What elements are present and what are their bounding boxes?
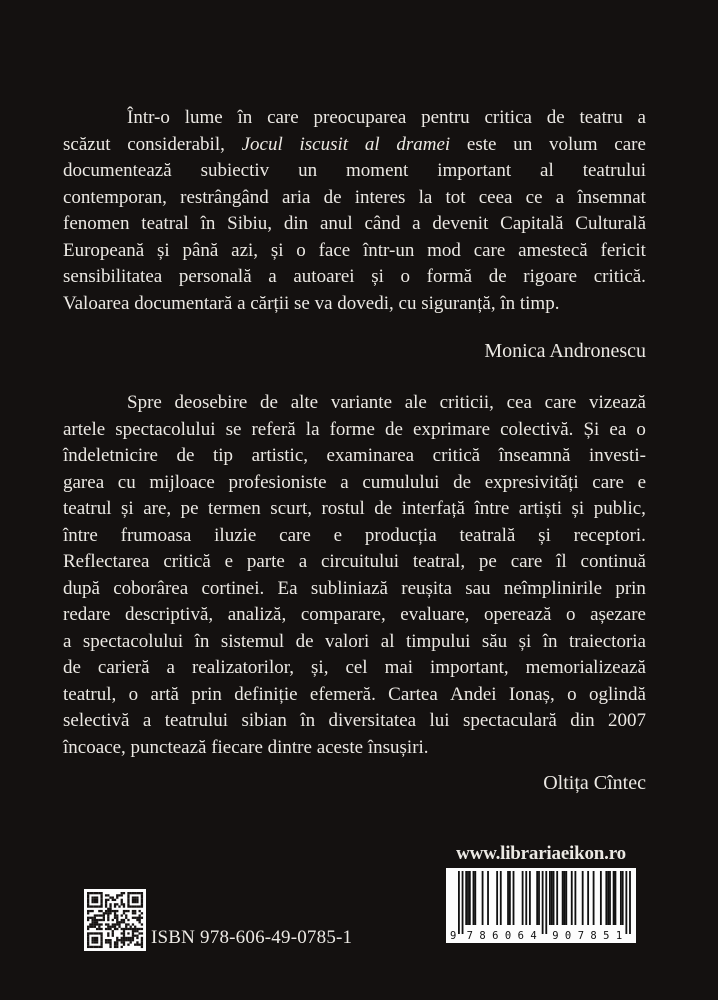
text-line: Valoarea documentară a cărții se va dovedi, cu siguranță, în timp. [63, 292, 560, 314]
text-line: sensibilitatea personală a autoarei și o formă de rigoare critică. [63, 266, 646, 287]
reviewer-name-2: Oltița Cîntec [543, 772, 646, 794]
svg-text:8: 8 [479, 930, 486, 942]
qr-code-image [84, 889, 146, 951]
text-line: garea cu mijloace profesioniste a cumulului de expresivități care e [63, 471, 646, 493]
svg-text:4: 4 [530, 930, 537, 942]
text-line: între frumoasa iluzie care e producția teatrală și receptori. [63, 524, 646, 546]
text-line: după coborârea cortinei. Ea subliniază reușita sau neîmplinirile prin [63, 577, 646, 599]
text-line: Spre deosebire de alte variante ale criticii, cea care vizează [127, 392, 646, 413]
reviewer-name-1: Monica Andronescu [484, 340, 646, 362]
qr-code [84, 889, 146, 951]
text-line: Europeană și până azi, și o face într-un mod care amestecă fericit [63, 239, 646, 261]
publisher-website-url: www.librariaeikon.ro [456, 843, 626, 864]
text-line: încoace, punctează fiecare dintre aceste însușiri. [63, 736, 429, 758]
isbn-barcode [446, 868, 636, 943]
svg-text:0: 0 [564, 930, 572, 942]
text-line: îndeletnicire de tip artistic, examinarea critică înseamnă investi- [63, 445, 646, 466]
svg-text:8: 8 [590, 930, 597, 942]
svg-text:7: 7 [577, 930, 585, 942]
text-line: teatrul și are, pe termen scurt, rostul de interfață între artiști și public, [63, 498, 646, 519]
svg-text:6: 6 [492, 930, 499, 942]
text-line: scăzut considerabil, Jocul iscusit al dramei este un volum care [63, 133, 646, 155]
text-line: contemporan, restrângând aria de interes la tot ceea ce a însemnat [63, 186, 646, 208]
review-quote-2 [63, 390, 646, 761]
svg-text:9: 9 [450, 930, 457, 942]
text-line: fenomen teatral în Sibiu, din anul când a devenit Capitală Culturală [63, 213, 646, 234]
svg-text:5: 5 [603, 930, 610, 942]
text-line: redare descriptivă, analiză, comparare, evaluare, operează o așezare [63, 604, 646, 625]
text-line: Reflectarea critică e parte a circuitului teatral, pe care îl continuă [63, 551, 646, 572]
text-line: Într-o lume în care preocuparea pentru critica de teatru a [127, 107, 646, 128]
isbn-text: ISBN 978-606-49-0785-1 [151, 927, 353, 948]
barcode-image [446, 868, 636, 943]
text-line: a spectacolului în sistemul de valori al timpului său și în traiectoria [63, 630, 646, 652]
svg-text:9: 9 [552, 930, 559, 942]
text-line: documentează subiectiv un moment important al teatrului [63, 160, 646, 181]
text-line: selectivă a teatrului sibian în diversitatea lui spectaculară din 2007 [63, 710, 646, 731]
svg-text:1: 1 [615, 930, 623, 942]
text-line: artele spectacolului se referă la forme de exprimare colectivă. Și ea o [63, 418, 646, 440]
svg-text:0: 0 [504, 930, 512, 942]
text-line: de carieră a realizatorilor, și, cel mai important, memorializează [63, 657, 646, 678]
svg-text:6: 6 [517, 930, 524, 942]
svg-text:7: 7 [466, 930, 473, 942]
review-quote-1 [63, 105, 646, 317]
text-line: teatrul, o artă prin definiție efemeră. Cartea Andei Ionaș, o oglindă [63, 683, 646, 705]
